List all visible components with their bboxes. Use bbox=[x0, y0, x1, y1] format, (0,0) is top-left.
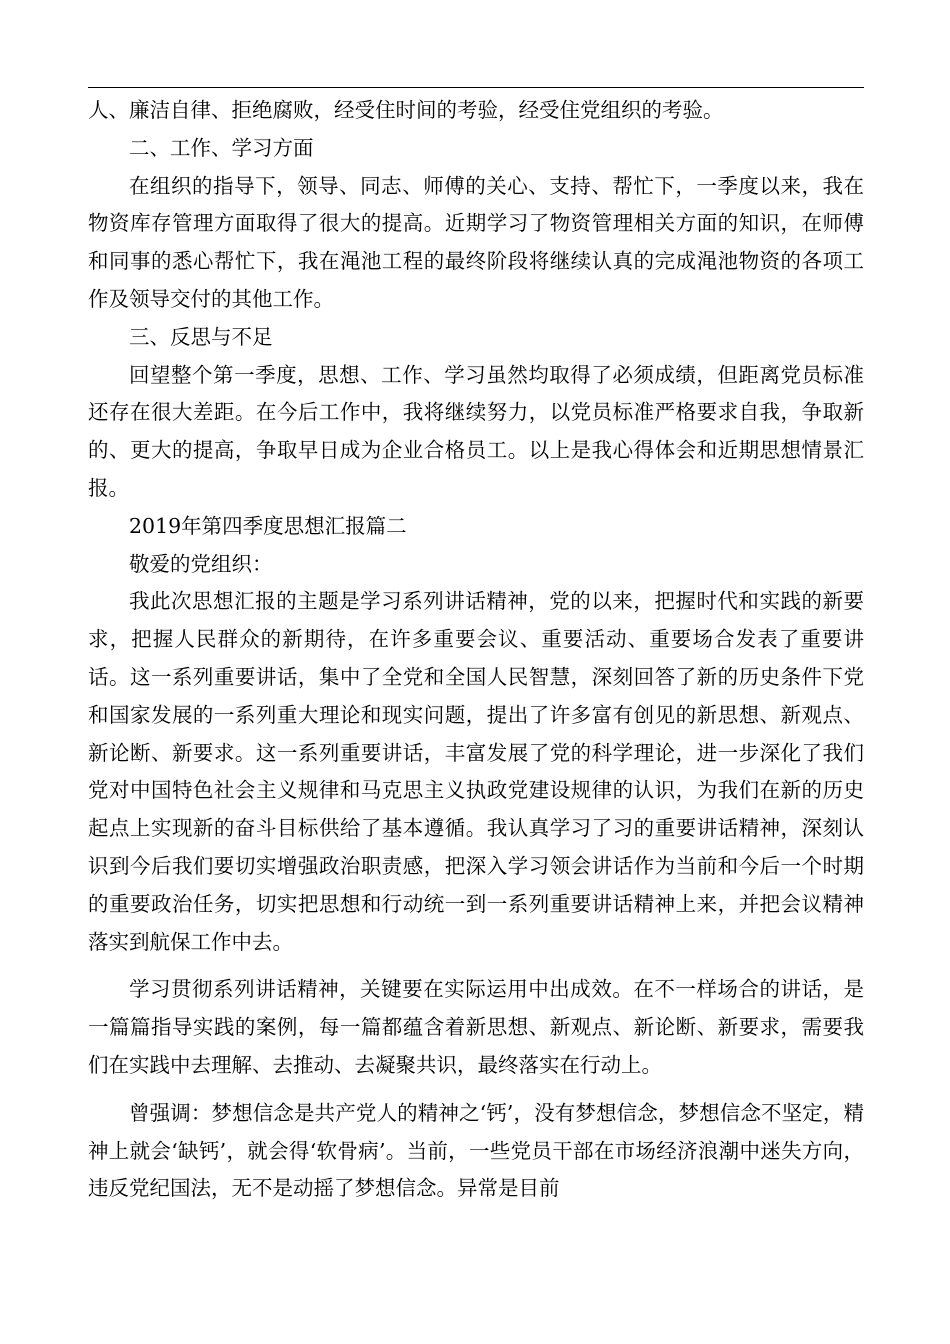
article-title-part-two: 2019年第四季度思想汇报篇二 bbox=[129, 513, 407, 538]
paragraph-ideals-belief: 曾强调：梦想信念是共产党人的精神之‘钙’，没有梦想信念，梦想信念不坚定，精神上就会‘缺钙’，就会得‘软骨病’。当前，一些党员干部在市场经济浪潮中迷失方向，违反党纪国法，无不是动摇了梦想信念。异常是目前 bbox=[88, 1100, 864, 1201]
header-rule bbox=[88, 87, 864, 88]
paragraph-continuation: 人、廉洁自律、拒绝腐败，经受住时间的考验，经受住党组织的考验。 bbox=[88, 98, 724, 122]
paragraph-work-study: 在组织的指导下，领导、同志、师傅的关心、支持、帮忙下，一季度以来，我在物资库存管理方面取得了很大的提高。近期学习了物资管理相关方面的知识，在师傅和同事的悉心帮忙下，我在渑池工程的最终阶段将继续认真的完成渑池物资的各项工作及领导交付的其他工作。 bbox=[88, 173, 864, 311]
paragraph-speech-theme: 我此次思想汇报的主题是学习系列讲话精神，党的以来，把握时代和实践的新要求，把握人民群众的新期待，在许多重要会议、重要活动、重要场合发表了重要讲话。这一系列重要讲话，集中了全党和全国人民智慧，深刻回答了新的历史条件下党和国家发展的一系列重大理论和现实问题，提出了许多富有创见的新思想、新观点、新论断、新要求。这一系列重要讲话，丰富发展了党的科学理论，进一步深化了我们党对中国特色社会主义规律和马克思主义执政党建设规律的认识，为我们在新的历史起点上实现新的奋斗目标供给了基本遵循。我认真学习了习的重要讲话精神，深刻认识到今后我们要切实增强政治职责感，把深入学习领会讲话作为当前和今后一个时期的重要政治任务，切实把思想和行动统一到一系列重要讲话精神上来，并把会议精神落实到航保工作中去。 bbox=[88, 589, 864, 954]
document-body bbox=[88, 92, 864, 1208]
section-heading-work-study: 二、工作、学习方面 bbox=[129, 135, 314, 160]
paragraph-practice: 学习贯彻系列讲话精神，关键要在实际运用中出成效。在不一样场合的讲话，是一篇篇指导实践的案例，每一篇都蕴含着新思想、新观点、新论断、新要求，需要我们在实践中去理解、去推动、去凝聚共识，最终落实在行动上。 bbox=[88, 977, 864, 1077]
paragraph-reflection: 回望整个第一季度，思想、工作、学习虽然均取得了必须成绩，但距离党员标准还存在很大差距。在今后工作中，我将继续努力，以党员标准严格要求自我，争取新的、更大的提高，争取早日成为企业合格员工。以上是我心得体会和近期思想情景汇报。 bbox=[88, 362, 864, 500]
salutation: 敬爱的党组织： bbox=[129, 551, 273, 576]
section-heading-reflection: 三、反思与不足 bbox=[129, 324, 273, 349]
